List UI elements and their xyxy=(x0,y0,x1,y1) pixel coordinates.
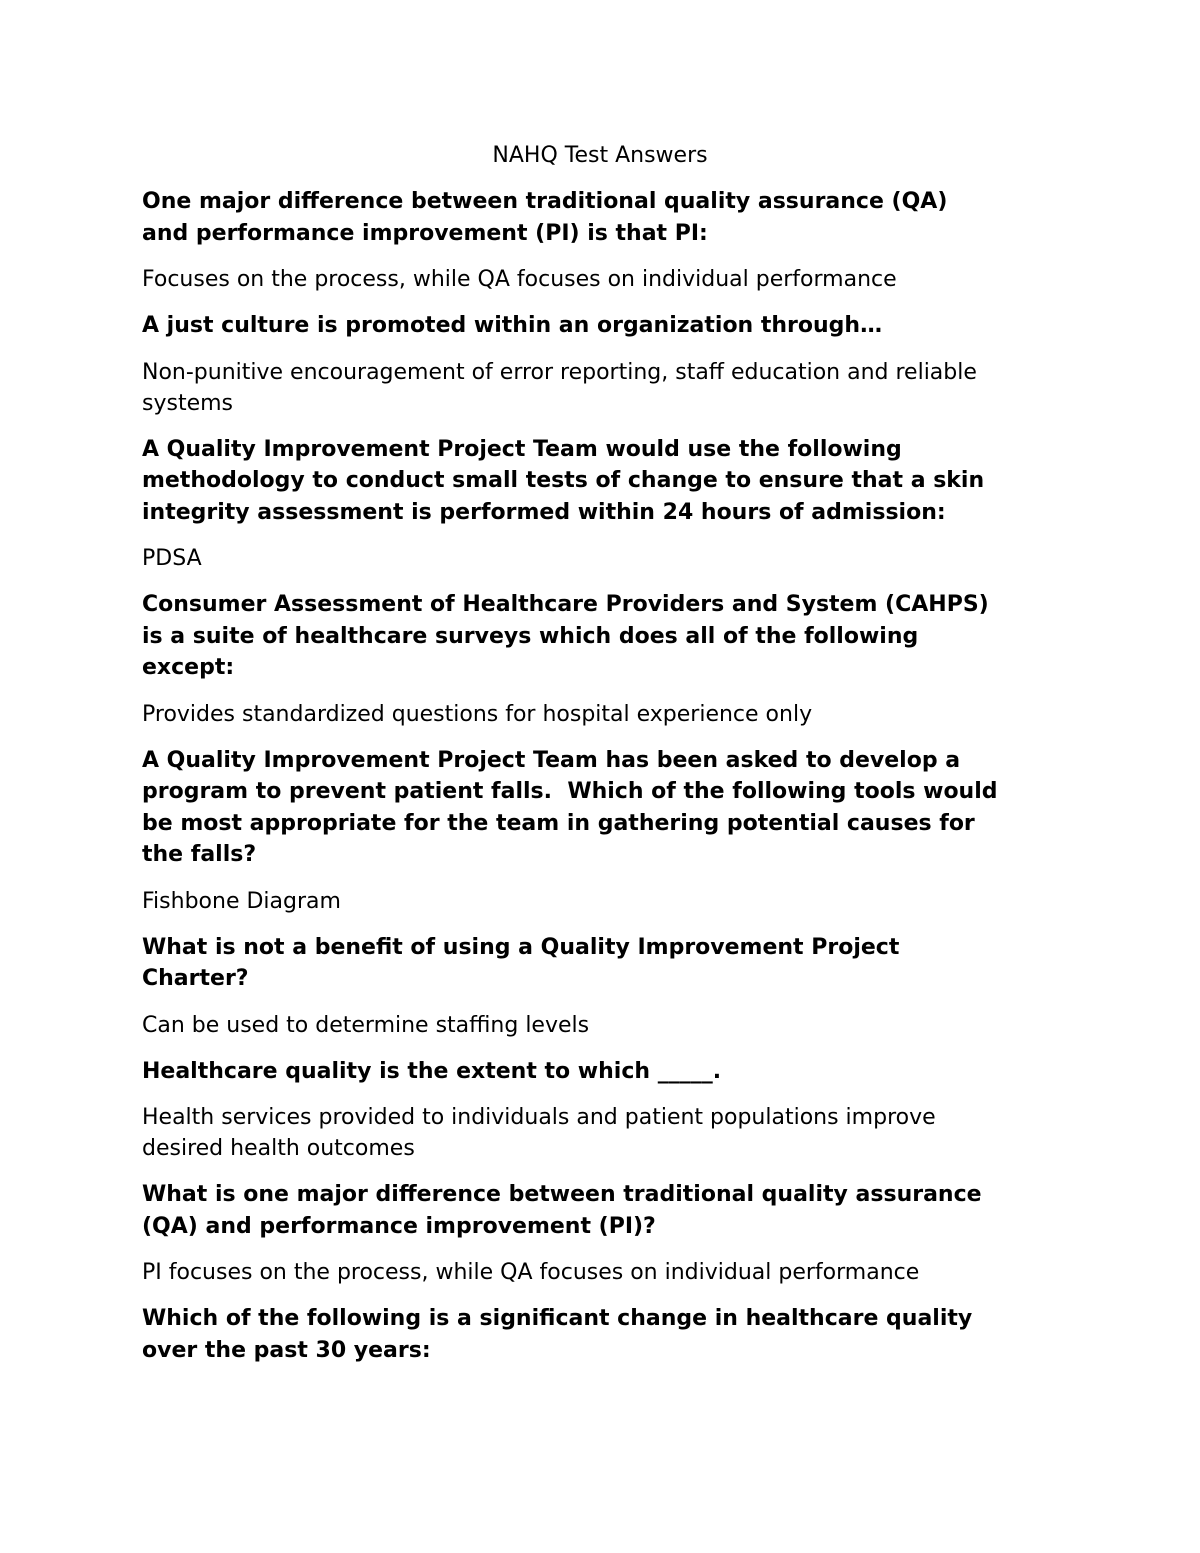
question-text: What is one major difference between traditional quality assurance (QA) and performance improvement (PI)? xyxy=(142,1182,982,1239)
qa-item-9 xyxy=(142,1303,1062,1366)
answer-text: Fishbone Diagram xyxy=(142,888,341,914)
question-text: A just culture is promoted within an organization through… xyxy=(142,313,883,338)
qa-item-2 xyxy=(142,310,1062,419)
answer-text: Health services provided to individuals and patient populations improve desired health outcomes xyxy=(142,1105,936,1161)
page-title: NAHQ Test Answers xyxy=(492,143,708,168)
answer-text: PI focuses on the process, while QA focuses on individual performance xyxy=(142,1260,920,1285)
answer-text: Provides standardized questions for hospital experience only xyxy=(142,701,813,727)
question-text: A Quality Improvement Project Team would use the following methodology to conduct small tests of change to ensure that a skin integrity assessment is performed within 24 hours of admission: xyxy=(142,436,985,525)
qa-item-1 xyxy=(142,186,1062,295)
answer-text: Can be used to determine staffing levels xyxy=(142,1012,590,1038)
qa-item-3 xyxy=(142,434,1062,575)
question-text: Healthcare quality is the extent to which _____. xyxy=(142,1058,722,1084)
question-text: One major difference between traditional quality assurance (QA) and performance improvement (PI) is that PI: xyxy=(142,189,948,246)
qa-item-8 xyxy=(142,1179,1062,1288)
question-text: Consumer Assessment of Healthcare Providers and System (CAHPS) is a suite of healthcare surveys which does all of the following except: xyxy=(142,592,989,680)
qa-item-5 xyxy=(142,745,1062,917)
question-text: What is not a benefit of using a Quality Improvement Project Charter? xyxy=(142,934,900,991)
qa-item-4 xyxy=(142,589,1062,730)
answer-text: Focuses on the process, while QA focuses on individual performance xyxy=(142,267,897,292)
question-text: A Quality Improvement Project Team has been asked to develop a program to prevent patient falls. Which of the following tools would be most appropriate for the team in gathering potential causes for the falls? xyxy=(142,747,998,867)
qa-item-6 xyxy=(142,932,1062,1041)
answer-text: PDSA xyxy=(142,546,202,571)
answer-text: Non-punitive encouragement of error reporting, staff education and reliable systems xyxy=(142,359,977,416)
question-text: Which of the following is a significant change in healthcare quality over the past 30 years: xyxy=(142,1306,973,1363)
qa-item-7 xyxy=(142,1056,1062,1165)
qa-list xyxy=(142,186,1062,1381)
